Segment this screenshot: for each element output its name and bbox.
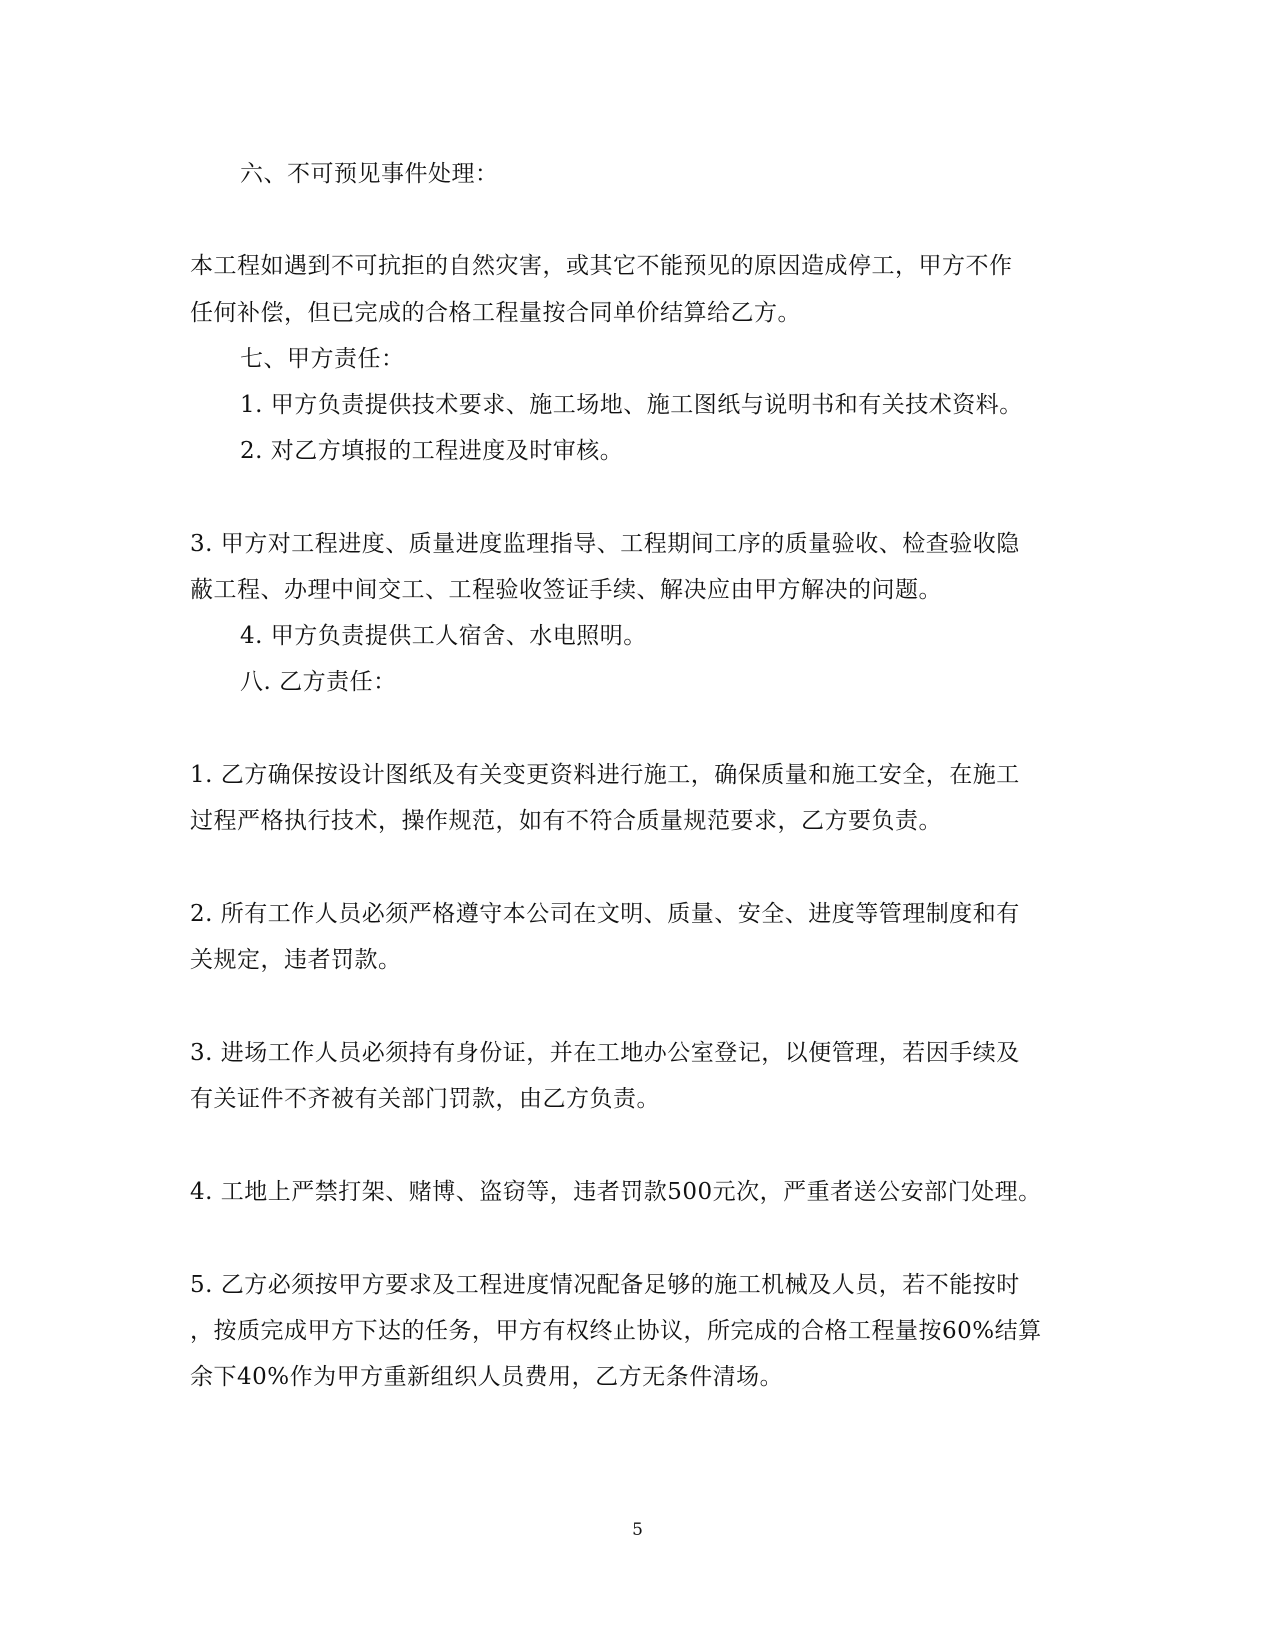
paragraph-line: 4. 工地上严禁打架、赌博、盗窃等，违者罚款500元次，严重者送公安部门处理。: [190, 1179, 1042, 1205]
page-number: 5: [632, 1520, 643, 1540]
paragraph-line: 余下40%作为甲方重新组织人员费用，乙方无条件清场。: [190, 1364, 784, 1390]
paragraph-line: 3. 甲方对工程进度、质量进度监理指导、工程期间工序的质量验收、检查验收隐: [190, 531, 1020, 557]
paragraph-line: 3. 进场工作人员必须持有身份证，并在工地办公室登记，以便管理，若因手续及: [190, 1040, 1020, 1066]
paragraph-line: 过程严格执行技术，操作规范，如有不符合质量规范要求，乙方要负责。: [190, 808, 942, 834]
paragraph-line: ，按质完成甲方下达的任务，甲方有权终止协议，所完成的合格工程量按60%结算: [190, 1318, 1042, 1344]
list-item: 2. 对乙方填报的工程进度及时审核。: [240, 438, 624, 464]
paragraph-line: 本工程如遇到不可抗拒的自然灾害，或其它不能预见的原因造成停工，甲方不作: [190, 253, 1013, 279]
section-heading: 七、甲方责任：: [240, 346, 405, 372]
paragraph-line: 蔽工程、办理中间交工、工程验收签证手续、解决应由甲方解决的问题。: [190, 577, 942, 603]
list-item: 1. 甲方负责提供技术要求、施工场地、施工图纸与说明书和有关技术资料。: [240, 392, 1023, 418]
paragraph-line: 任何补偿，但已完成的合格工程量按合同单价结算给乙方。: [190, 300, 801, 326]
paragraph-line: 5. 乙方必须按甲方要求及工程进度情况配备足够的施工机械及人员，若不能按时: [190, 1272, 1020, 1298]
section-heading: 八. 乙方责任：: [240, 669, 397, 695]
paragraph-line: 关规定，违者罚款。: [190, 947, 402, 973]
paragraph-line: 有关证件不齐被有关部门罚款，由乙方负责。: [190, 1086, 660, 1112]
paragraph-line: 2. 所有工作人员必须严格遵守本公司在文明、质量、安全、进度等管理制度和有: [190, 901, 1020, 927]
list-item: 4. 甲方负责提供工人宿舍、水电照明。: [240, 623, 647, 649]
section-heading: 六、不可预见事件处理：: [240, 161, 499, 187]
paragraph-line: 1. 乙方确保按设计图纸及有关变更资料进行施工，确保质量和施工安全，在施工: [190, 762, 1020, 788]
